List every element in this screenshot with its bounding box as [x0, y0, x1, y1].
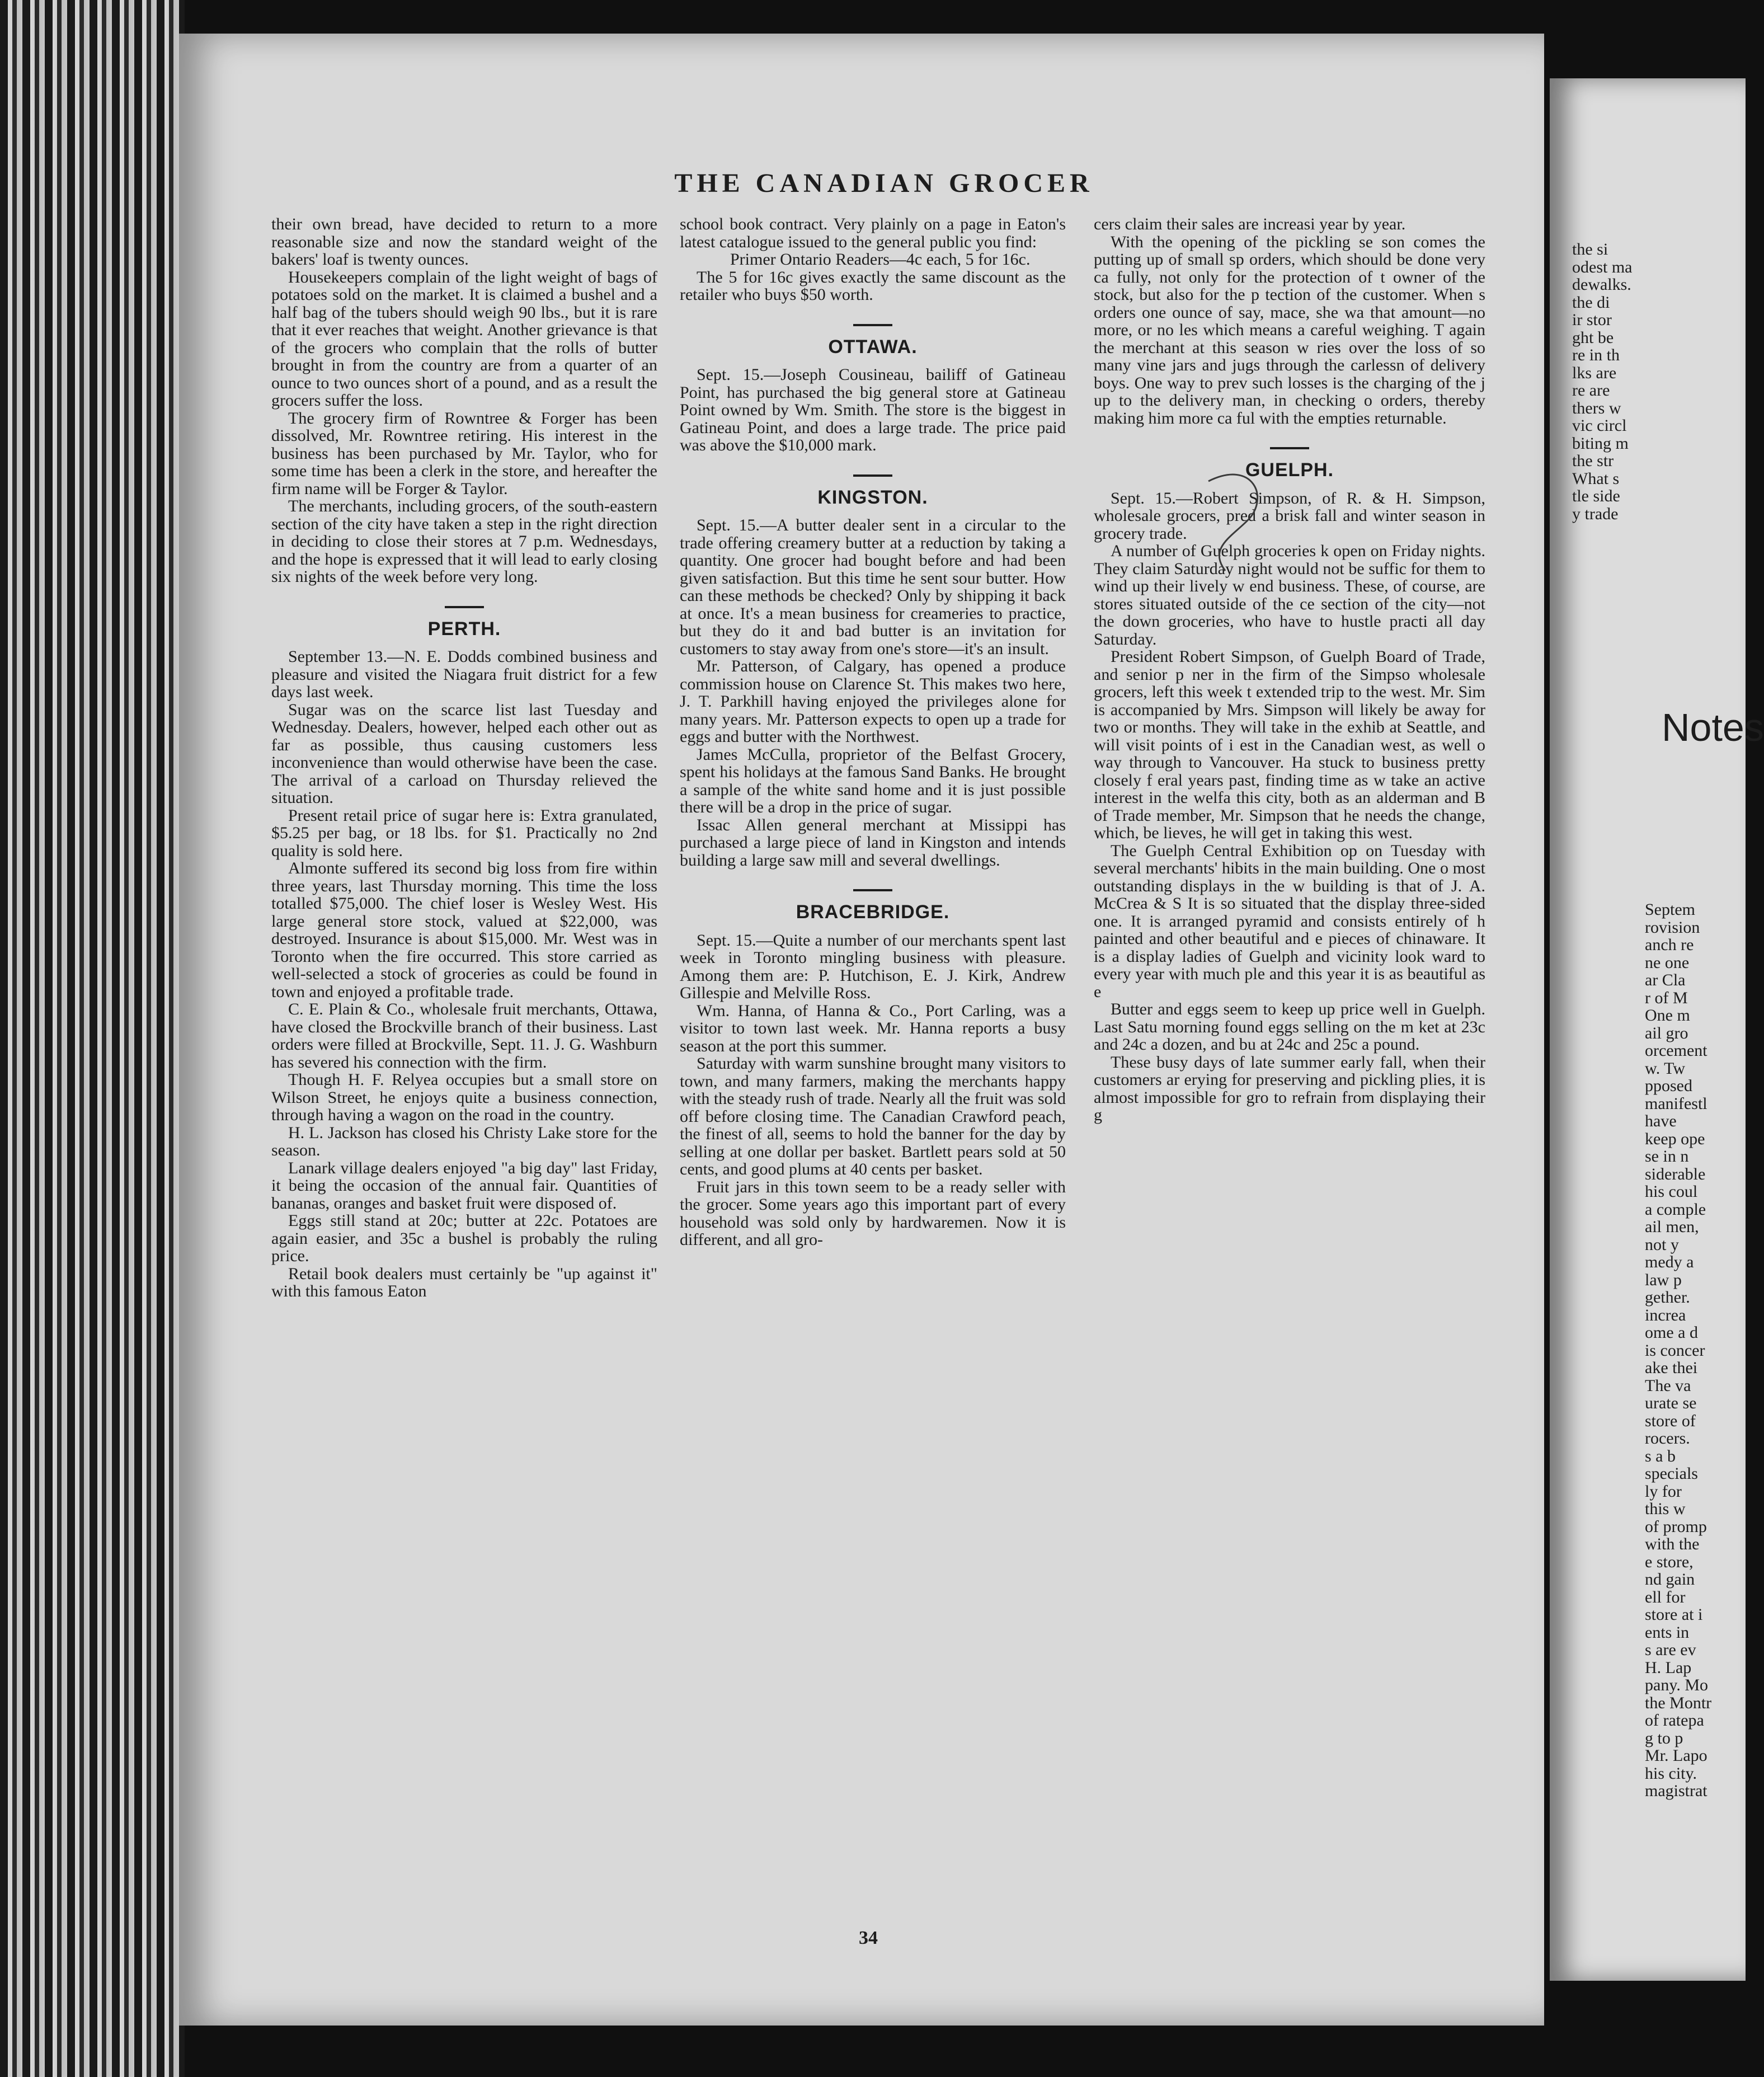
paragraph: Sept. 15.—Quite a number of our merchants spent last week in Toronto mingling business with pleasure. Among them are: P. Hutchison, E. J. Kirk, Andrew Gillespie and Melville Ross.	[680, 931, 1066, 1002]
paragraph: Housekeepers complain of the light weight of bags of potatoes sold on the market. It is claimed a bushel and a half bag of the tubers should weigh 90 lbs., but it is rare that it ever reaches that weight. Another grievance is that of the grocers who complain that the rolls of butter brought in from the country are from a quarter of an ounce to two ounces short of a pound, and as a result the grocers suffer the loss.	[271, 267, 657, 410]
paragraph: These busy days of late summer early fall, when their customers ar erying for preserving and pickling plies, it is almost impossible for gro to refrain from displaying their g	[1094, 1052, 1485, 1124]
paragraph: Present retail price of sugar here is: Extra granulated, $5.25 per bag, or 18 lbs. for $1. Practically no 2nd quality is sold here.	[271, 806, 657, 860]
paragraph: The merchants, including grocers, of the south-eastern section of the city have taken a step in the right direction in deciding to close their stores at 7 p.m. Wednesdays, and the hope is expressed that it will lead to early closing six nights of the week before very long.	[271, 497, 657, 586]
paragraph: President Robert Simpson, of Guelph Board of Trade, and senior p ner in the firm of the Simpso wholesale grocers, left this week t extended trip to the west. Mr. Sim is accompanied by Mrs. Simpson will likely be away for two or months. They will take in the exhib at Seattle, and will visit points of i est in the Canadian west, as well o way through to Vancouver. Ha stuck to business pretty closely f eral years past, finding time as w take an active interest in the welfa this city, both as an alderman and B of Trade member, Mr. Simpson that he needs the change, which, be lieves, he will get in taking this west.	[1094, 647, 1485, 842]
paragraph: cers claim their sales are increasi year by year.	[1094, 215, 1406, 233]
page-number: 34	[859, 1928, 878, 1948]
paragraph: September 13.—N. E. Dodds combined business and pleasure and visited the Niagara fruit district for a few days last week.	[271, 647, 657, 701]
paragraph: H. L. Jackson has closed his Christy Lake store for the season.	[271, 1123, 657, 1159]
paragraph: Fruit jars in this town seem to be a ready seller with the grocer. Some years ago this important part of every household was sold only by hardwaremen. Now it is different, and all gro-	[680, 1177, 1066, 1249]
paragraph: With the opening of the pickling se son comes the putting up of small sp orders, which should be done very ca fully, not only for the protection of t owner of the stock, but also for the p tection of the customer. When s orders one ounce of say, mace, she wa that amount—no more, or no les which means a careful weighing. T again the merchant at this season w ries over the loss of so many vine jars and jugs through the carlessn of delivery boys. One way to prev such losses is the charging of the j up to the delivery man, in checking o orders, thereby making him more ca ful with the empties returnable.	[1094, 232, 1485, 427]
section-heading-kingston: KINGSTON.	[817, 486, 928, 508]
section-rule	[445, 606, 484, 608]
right-page-column-top: the si odest ma dewalks. the di ir stor ght be re in th lks are re are thers w vic circl biting m the str What s tle side y trade	[1572, 240, 1633, 523]
paragraph: Issac Allen general merchant at Missippi has purchased a large piece of land in Kingston and intends building a large saw mill and several dwellings.	[680, 815, 1066, 870]
paragraph: The Guelph Central Exhibition op on Tuesday with several merchants' hibits in the main building. One o most outstanding displays in the w building is that of J. A. McCrea & S It is so situated that the display three-sided one. It is arranged pyramid and consists entirely of h painted and other beautiful and e pieces of chinaware. It is a display ladies of Guelph and vicinity look ward to every year with much ple and this year it is as beautiful as e	[1094, 841, 1485, 1001]
book-binding-edge	[0, 0, 185, 2077]
paragraph: Almonte suffered its second big loss from fire within three years, last Thursday morning. This time the loss totalled $75,000. The chief loser is Wesley West. His large general store stock, valued at $22,000, was destroyed. Insurance is about $15,000. Mr. West was in Toronto when the fire occurred. This store carried as well-selected a stock of groceries as could be found in town and enjoyed a profitable trade.	[271, 859, 657, 1001]
section-rule	[853, 324, 892, 326]
paragraph: Retail book dealers must certainly be "up against it" with this famous Eaton	[271, 1264, 657, 1300]
paragraph: Lanark village dealers enjoyed "a big day" last Friday, it being the occasion of the annual fair. Quantities of bananas, oranges and basket fruit were disposed of.	[271, 1158, 657, 1213]
section-heading-ottawa: OTTAWA.	[828, 336, 918, 358]
paragraph: school book contract. Very plainly on a page in Eaton's latest catalogue issued to the general public you find:	[680, 215, 1066, 251]
catalogue-quote: Primer Ontario Readers—4c each, 5 for 16c.	[730, 250, 1031, 269]
paragraph: Mr. Patterson, of Calgary, has opened a produce commission house on Clarence St. This makes two here, J. T. Parkhill having enjoyed the privileges alone for many years. Mr. Patterson expects to open up a trade for eggs and butter with the Northwest.	[680, 657, 1066, 746]
section-heading-guelph: GUELPH.	[1245, 459, 1334, 481]
section-rule	[1270, 447, 1309, 449]
section-heading-bracebridge: BRACEBRIDGE.	[796, 901, 950, 923]
right-page-column-bottom: Septem rovision anch re ne one ar Cla r of M One m ail gro orcement w. Tw pposed manifestl have keep ope se in n siderable his coul a comple ail men, not y medy a law p gether. increa ome a d is concer ake thei The va urate se store of rocers. s a b specials ly for this w of promp with the e store, nd gain ell for store at i ents in s are ev H. Lap pany. Mo the Montr of ratepa g to p Mr. Lapo his city. magistrat	[1645, 900, 1712, 1800]
paragraph: their own bread, have decided to return to a more reasonable size and now the standard weight of the bakers' loaf is twenty ounces.	[271, 215, 657, 269]
paragraph: C. E. Plain & Co., wholesale fruit merchants, Ottawa, have closed the Brockville branch of their business. Last orders were filled at Brockville, Sept. 11. J. G. Washburn has severed his connection with the firm.	[271, 1000, 657, 1072]
column-3	[1094, 215, 1485, 1124]
right-page	[1550, 78, 1764, 1981]
paragraph: The grocery firm of Rowntree & Forger has been dissolved, Mr. Rowntree retiring. His interest in the business has been purchased by Mr. Taylor, who for some time has been a clerk in the store, and hereafter the firm name will be Forger & Taylor.	[271, 408, 657, 498]
paragraph: Eggs still stand at 20c; butter at 22c. Potatoes are again easier, and 35c a bushel is probably the ruling price.	[271, 1211, 657, 1265]
running-head: THE CANADIAN GROCER	[674, 168, 1094, 198]
pencil-annotation-mark	[1186, 464, 1276, 576]
column-2	[680, 215, 1066, 1249]
paragraph: Butter and eggs seem to keep up price well in Guelph. Last Satu morning found eggs selling on the m ket at 23c and 24c a dozen, and bu at 24c and 25c a pound.	[1094, 1000, 1485, 1054]
right-page-heading: Notes	[1662, 706, 1764, 749]
section-rule	[853, 889, 892, 891]
section-rule	[853, 474, 892, 477]
column-1	[271, 215, 657, 1300]
paragraph: Sept. 15.—Joseph Cousineau, bailiff of Gatineau Point, has purchased the big general store at Gatineau Point owned by Wm. Smith. The store is the biggest in Gatineau Point, and does a large trade. The price paid was above the $10,000 mark.	[680, 365, 1066, 454]
paragraph: James McCulla, proprietor of the Belfast Grocery, spent his holidays at the famous Sand Banks. He brought a sample of the white sand home and it is just possible there will be a drop in the price of sugar.	[680, 745, 1066, 816]
paragraph: A number of Guelph groceries k open on Friday nights. They claim Saturday night would not be suffic for them to wind up their lively w end business. These, of course, are stores situated outside of the ce section of the city—not the down groceries, who have to hustle practi all day Saturday.	[1094, 542, 1485, 649]
section-heading-perth: PERTH.	[427, 618, 501, 640]
paragraph: Though H. F. Relyea occupies but a small store on Wilson Street, he enjoys quite a business connection, through having a wagon on the road in the country.	[271, 1070, 657, 1124]
paragraph: The 5 for 16c gives exactly the same discount as the retailer who buys $50 worth.	[680, 267, 1066, 304]
paragraph: Wm. Hanna, of Hanna & Co., Port Carling, was a visitor to town last week. Mr. Hanna reports a busy season at the port this summer.	[680, 1001, 1066, 1055]
paragraph: Sept. 15.—A butter dealer sent in a circular to the trade offering creamery butter at a reduction by taking a quantity. One grocer had bought before and had been given satisfaction. But this time he sent sour butter. How can these methods be checked? Only by shipping it back at once. It's a mean business for creameries to practice, but they do it and bad butter is an invitation for customers to stay away from one's store—it's an insult.	[680, 516, 1066, 658]
paragraph: Saturday with warm sunshine brought many visitors to town, and many farmers, making the merchants happy with the steady rush of trade. Nearly all the fruit was sold off before closing time. The Canadian Crawford peach, the finest of all, seems to hold the banner for the day by selling at one dollar per basket. Bartlett pears sold at 50 cents, and good plums at 40 cents per basket.	[680, 1054, 1066, 1178]
paragraph: Sept. 15.—Robert Simpson, of R. & H. Simpson, wholesale grocers, pred a brisk fall and winter season in grocery trade.	[1094, 488, 1485, 543]
paragraph: Sugar was on the scarce list last Tuesday and Wednesday. Dealers, however, helped each other out as far as possible, thus causing customers less inconvenience than would otherwise have been the case. The arrival of a carload on Thursday relieved the situation.	[271, 700, 657, 807]
